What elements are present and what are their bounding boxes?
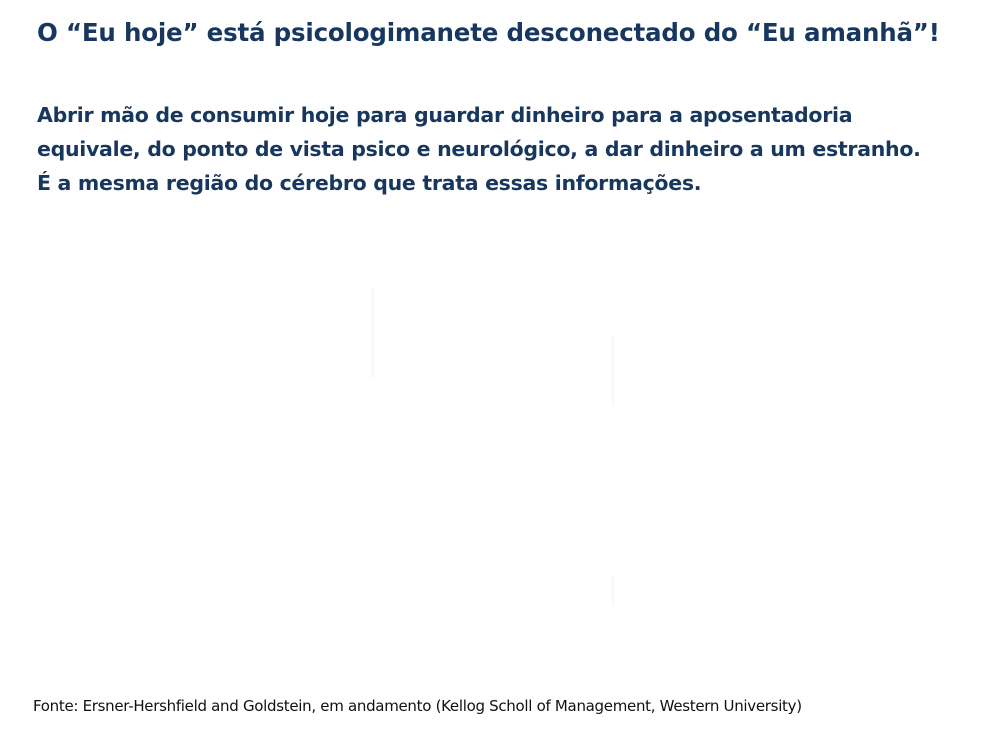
body-line-2: equivale, do ponto de vista psico e neurológico, a dar dinheiro a um estranho. <box>37 137 921 161</box>
body-line-3: É a mesma região do cérebro que trata essas informações. <box>37 171 702 195</box>
body-line-1: Abrir mão de consumir hoje para guardar dinheiro para a aposentadoria <box>37 103 853 127</box>
faded-image-edge-left <box>372 288 374 378</box>
faded-image-edge-right <box>612 336 614 406</box>
slide-title: O “Eu hoje” está psicologimanete desconectado do “Eu amanhã”! <box>37 18 940 47</box>
faded-image-area <box>372 216 614 606</box>
source-citation: Fonte: Ersner-Hershfield and Goldstein, em andamento (Kellog Scholl of Management, Western University) <box>33 697 802 715</box>
faded-image-edge-bottom <box>612 576 614 606</box>
slide-body-text <box>37 98 977 200</box>
